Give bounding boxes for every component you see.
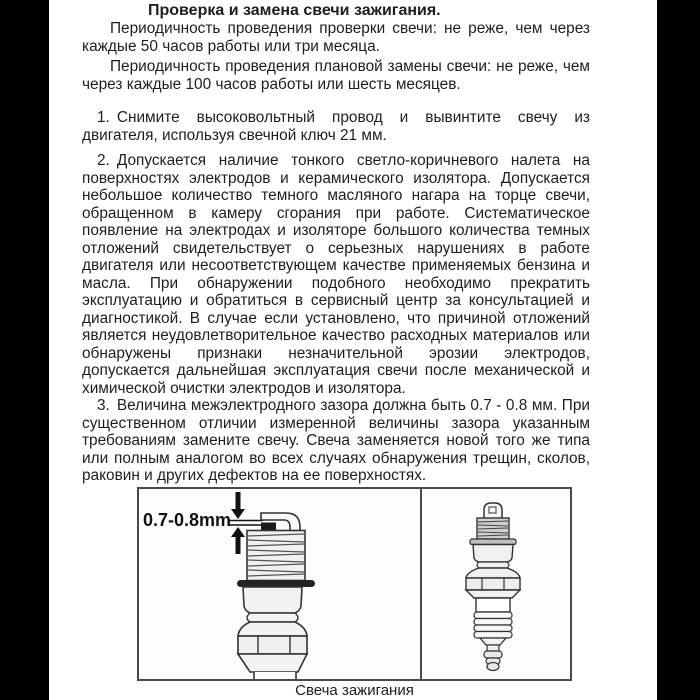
hex-nut — [466, 578, 520, 590]
step-item-3 — [82, 397, 590, 485]
step-text: Величина межэлектродного зазора должна быть 0.7 - 0.8 мм. При существенном отличии измеренной величины зазора указанным требованиям замените свечу. Свеча заменяется новой того же типа или полным аналогом во всех случаях обнаружения трещин, сколов, раковин и других дефектов на ее поверхностях. — [82, 397, 590, 484]
thread — [247, 530, 305, 580]
scan-black-margin-left — [0, 0, 49, 700]
step-number: 1. — [97, 109, 110, 126]
step-number: 2. — [97, 152, 110, 169]
spark-plug-figure — [137, 487, 572, 681]
center-electrode — [261, 522, 276, 530]
thread — [477, 518, 509, 539]
figure-caption: Свеча зажигания — [295, 681, 414, 699]
hex-nut — [238, 636, 307, 654]
intro-paragraph-1: Периодичность проведения проверки свечи: не реже, чем через каждые 50 часов работы или три месяца. — [82, 20, 590, 55]
step-item-2 — [82, 152, 590, 397]
insulator-ribs — [474, 612, 512, 638]
spacer — [82, 144, 590, 152]
text-column — [82, 20, 590, 485]
step-text: Снимите высоковольтный провод и вывинтите свечу из двигателя, используя свечной ключ 21 мм. — [82, 109, 590, 144]
gasket-flange — [470, 539, 516, 545]
gasket-flange — [237, 580, 315, 587]
page-title: Проверка и замена свечи зажигания. — [148, 2, 441, 19]
spacer — [82, 96, 590, 109]
shell-body — [243, 587, 302, 613]
step-text: Допускается наличие тонкого светло-коричневого налета на поверхностях электродов и керамического изолятора. Допускается небольшое количество темного масляного нагара на торце свечи, обращенном в камеру сгорания при работе. Систематическое появление на электродах и изоляторе большого количества темных отложений свидетельствует о серьезных нарушениях в работе двигателя или несоответствующем качестве применяемых бензина и масла. При обнаружении подобного необходимо прекратить эксплуатацию и обратиться в сервисный центр за консультацией и диагностикой. В случае если установлено, что причиной отложений является неудовлетворительное качество расходных материалов или обнаружены признаки незначительной эрозии электродов, допускается дальнейшая эксплуатация свечи после механической и химической очистки электродов и изолятора. — [82, 152, 590, 397]
step-number: 3. — [97, 397, 110, 414]
spark-plug-side-view — [422, 489, 571, 679]
scan-black-margin-right — [657, 0, 700, 700]
step-item-1 — [82, 109, 590, 144]
intro-paragraph-2: Периодичность проведения плановой замены свечи: не реже, чем через каждые 100 часов работы или шесть месяцев. — [82, 58, 590, 93]
terminal-nub — [484, 651, 502, 671]
electrode-gap-label: 0.7-0.8mm — [143, 509, 232, 530]
page — [49, 0, 657, 700]
insulator — [476, 598, 510, 612]
figure-panel-full-plug — [420, 489, 571, 679]
figure-panel-gap-detail — [139, 489, 420, 679]
